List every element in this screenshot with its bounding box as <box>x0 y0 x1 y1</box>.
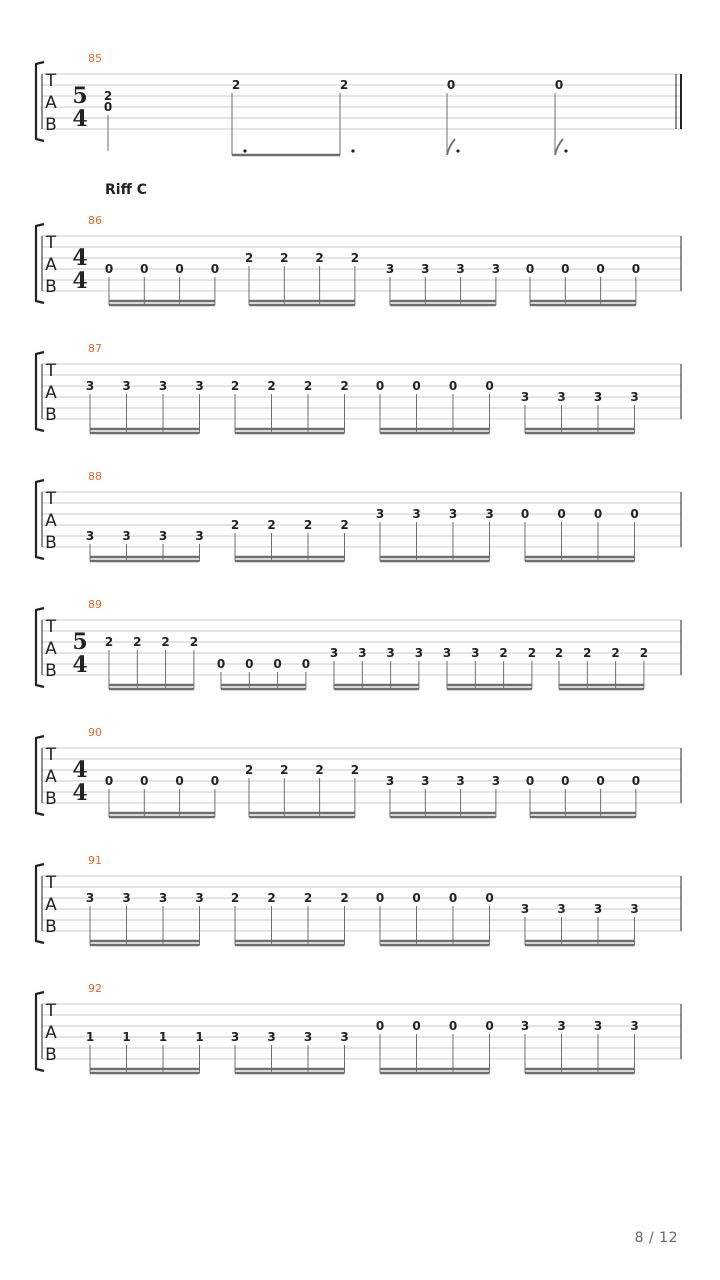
fret-number: 2 <box>339 78 349 92</box>
fret-number: 3 <box>340 1030 349 1044</box>
fret-number: 0 <box>412 379 421 393</box>
measure-number: 87 <box>88 342 102 355</box>
fret-number: 2 <box>340 379 349 393</box>
tab-clef-letter: A <box>45 639 57 659</box>
fret-number: 3 <box>158 529 168 543</box>
fret-number: 3 <box>267 1030 276 1044</box>
fret-number: 2 <box>303 379 313 393</box>
fret-number: 0 <box>525 774 535 788</box>
fret-number: 0 <box>525 262 535 276</box>
tab-system <box>36 598 681 689</box>
augmentation-dot <box>243 149 246 152</box>
tab-clef-letter: A <box>45 255 57 275</box>
fret-number: 3 <box>593 902 603 916</box>
fret-number: 0 <box>485 891 494 905</box>
fret-number: 0 <box>104 262 114 276</box>
fret-number: 0 <box>216 657 226 671</box>
fret-number: 3 <box>230 1030 240 1044</box>
fret-number: 3 <box>557 390 566 404</box>
fret-number: 0 <box>554 78 564 92</box>
fret-number: 3 <box>593 1019 603 1033</box>
fret-number: 0 <box>485 379 494 393</box>
fret-number: 2 <box>611 646 620 660</box>
page-indicator <box>635 1230 678 1246</box>
tab-clef-letter: A <box>45 383 57 403</box>
tab-clef-letter: B <box>45 533 57 553</box>
fret-number: 3 <box>520 1019 530 1033</box>
fret-number: 2 <box>639 646 649 660</box>
tab-clef-letter: T <box>45 233 57 253</box>
fret-number: 0 <box>210 262 220 276</box>
tab-clef-letter: A <box>45 1023 57 1043</box>
tab-clef-letter: B <box>45 661 57 681</box>
augmentation-dot <box>456 149 459 152</box>
tab-clef-letter: B <box>45 789 57 809</box>
measure-number: 92 <box>88 982 102 995</box>
fret-number: 2 <box>527 646 537 660</box>
measure-number: 86 <box>88 214 102 227</box>
fret-number: 1 <box>85 1030 95 1044</box>
tab-clef-letter: B <box>45 917 57 937</box>
fret-number: 3 <box>593 390 603 404</box>
fret-number: 3 <box>491 774 501 788</box>
fret-number: 3 <box>195 529 204 543</box>
tab-clef-letter: A <box>45 767 57 787</box>
tab-clef-letter: T <box>45 489 57 509</box>
tab-system <box>36 726 681 817</box>
tab-system <box>36 854 681 945</box>
fret-number: 0 <box>273 657 282 671</box>
tab-clef-letter: T <box>45 745 57 765</box>
fret-number: 0 <box>175 262 184 276</box>
fret-number: 2 <box>103 89 113 103</box>
fret-number: 1 <box>195 1030 204 1044</box>
fret-number: 3 <box>85 529 95 543</box>
fret-number: 3 <box>412 507 421 521</box>
fret-number: 2 <box>133 635 142 649</box>
measure-number: 89 <box>88 598 102 611</box>
fret-number: 0 <box>375 1019 385 1033</box>
fret-number: 2 <box>350 763 360 777</box>
fret-number: 2 <box>583 646 592 660</box>
fret-number: 3 <box>385 774 395 788</box>
tab-clef-letter: T <box>45 71 57 91</box>
tab-system <box>36 214 681 305</box>
fret-number: 2 <box>104 635 114 649</box>
fret-number: 3 <box>448 507 458 521</box>
fret-number: 3 <box>442 646 452 660</box>
tab-clef-letter: A <box>45 93 57 113</box>
fret-number: 2 <box>350 251 360 265</box>
fret-number: 3 <box>358 646 367 660</box>
fret-number: 3 <box>329 646 339 660</box>
fret-number: 2 <box>280 763 289 777</box>
fret-number: 3 <box>85 891 95 905</box>
fret-number: 0 <box>245 657 254 671</box>
fret-number: 0 <box>485 1019 494 1033</box>
fret-number: 0 <box>210 774 220 788</box>
tab-clef-letter: A <box>45 511 57 531</box>
fret-number: 2 <box>554 646 564 660</box>
page-total: 12 <box>659 1230 678 1246</box>
fret-number: 0 <box>561 774 570 788</box>
measure-number: 88 <box>88 470 102 483</box>
note-flag <box>447 139 455 155</box>
fret-number: 0 <box>375 891 385 905</box>
section-label: Riff C <box>105 182 148 198</box>
fret-number: 0 <box>596 262 605 276</box>
fret-number: 3 <box>630 902 639 916</box>
time-signature-numerator: 5 <box>72 629 88 655</box>
fret-number: 0 <box>301 657 311 671</box>
tab-clef-letter: A <box>45 895 57 915</box>
time-signature-denominator: 4 <box>72 652 88 678</box>
fret-number: 0 <box>446 78 456 92</box>
fret-number: 3 <box>557 902 566 916</box>
fret-number: 0 <box>557 507 566 521</box>
fret-number: 3 <box>303 1030 313 1044</box>
tab-clef-letter: B <box>45 277 57 297</box>
fret-number: 2 <box>315 763 324 777</box>
fret-number: 3 <box>375 507 385 521</box>
fret-number: 1 <box>122 1030 131 1044</box>
tab-system <box>36 52 681 155</box>
time-signature-numerator: 4 <box>72 245 88 271</box>
fret-number: 2 <box>340 891 349 905</box>
measure-number: 85 <box>88 52 102 65</box>
fret-number: 0 <box>103 100 113 114</box>
time-signature-denominator: 4 <box>72 106 88 132</box>
fret-number: 2 <box>340 518 349 532</box>
fret-number: 0 <box>140 774 149 788</box>
tab-clef-letter: B <box>45 1045 57 1065</box>
fret-number: 3 <box>491 262 501 276</box>
fret-number: 3 <box>456 774 465 788</box>
page-current: 8 <box>634 1230 645 1246</box>
augmentation-dot <box>564 149 567 152</box>
tab-system <box>36 470 681 561</box>
time-signature-numerator: 5 <box>72 83 88 109</box>
tab-clef-letter: T <box>45 361 57 381</box>
fret-number: 0 <box>593 507 603 521</box>
page-separator: / <box>649 1230 655 1246</box>
fret-number: 0 <box>448 379 458 393</box>
fret-number: 3 <box>158 891 168 905</box>
fret-number: 3 <box>557 1019 566 1033</box>
measure-number: 91 <box>88 854 102 867</box>
tab-clef-letter: T <box>45 617 57 637</box>
fret-number: 2 <box>267 518 276 532</box>
fret-number: 2 <box>303 518 313 532</box>
fret-number: 2 <box>303 891 313 905</box>
fret-number: 0 <box>140 262 149 276</box>
fret-number: 0 <box>412 891 421 905</box>
fret-number: 2 <box>230 518 240 532</box>
fret-number: 0 <box>631 774 641 788</box>
fret-number: 3 <box>122 529 131 543</box>
fret-number: 0 <box>520 507 530 521</box>
fret-number: 3 <box>158 379 168 393</box>
fret-number: 3 <box>85 379 95 393</box>
fret-number: 2 <box>267 379 276 393</box>
fret-number: 3 <box>195 891 204 905</box>
fret-number: 3 <box>630 1019 639 1033</box>
tab-clef-letter: B <box>45 405 57 425</box>
time-signature-denominator: 4 <box>72 268 88 294</box>
augmentation-dot <box>351 149 354 152</box>
measure-number: 90 <box>88 726 102 739</box>
tab-clef-letter: B <box>45 115 57 135</box>
tab-system <box>36 982 681 1073</box>
fret-number: 2 <box>189 635 199 649</box>
fret-number: 2 <box>230 891 240 905</box>
fret-number: 0 <box>375 379 385 393</box>
fret-number: 0 <box>630 507 639 521</box>
fret-number: 3 <box>122 891 131 905</box>
fret-number: 3 <box>421 262 430 276</box>
fret-number: 3 <box>456 262 465 276</box>
fret-number: 3 <box>630 390 639 404</box>
fret-number: 2 <box>315 251 324 265</box>
fret-number: 3 <box>122 379 131 393</box>
fret-number: 3 <box>520 390 530 404</box>
fret-number: 3 <box>421 774 430 788</box>
fret-number: 0 <box>104 774 114 788</box>
fret-number: 0 <box>175 774 184 788</box>
tab-clef-letter: T <box>45 1001 57 1021</box>
fret-number: 3 <box>485 507 494 521</box>
fret-number: 2 <box>280 251 289 265</box>
fret-number: 2 <box>244 763 254 777</box>
fret-number: 0 <box>412 1019 421 1033</box>
fret-number: 3 <box>520 902 530 916</box>
fret-number: 0 <box>561 262 570 276</box>
note-flag <box>555 139 563 155</box>
fret-number: 0 <box>448 1019 458 1033</box>
fret-number: 1 <box>158 1030 168 1044</box>
fret-number: 3 <box>385 262 395 276</box>
time-signature-denominator: 4 <box>72 780 88 806</box>
tab-clef-letter: T <box>45 873 57 893</box>
fret-number: 0 <box>596 774 605 788</box>
fret-number: 3 <box>414 646 424 660</box>
fret-number: 2 <box>161 635 170 649</box>
fret-number: 2 <box>499 646 508 660</box>
fret-number: 0 <box>631 262 641 276</box>
fret-number: 2 <box>267 891 276 905</box>
fret-number: 2 <box>244 251 254 265</box>
fret-number: 2 <box>231 78 241 92</box>
fret-number: 0 <box>448 891 458 905</box>
fret-number: 3 <box>195 379 204 393</box>
fret-number: 2 <box>230 379 240 393</box>
fret-number: 3 <box>386 646 395 660</box>
tab-system <box>36 342 681 433</box>
fret-number: 3 <box>471 646 480 660</box>
time-signature-numerator: 4 <box>72 757 88 783</box>
